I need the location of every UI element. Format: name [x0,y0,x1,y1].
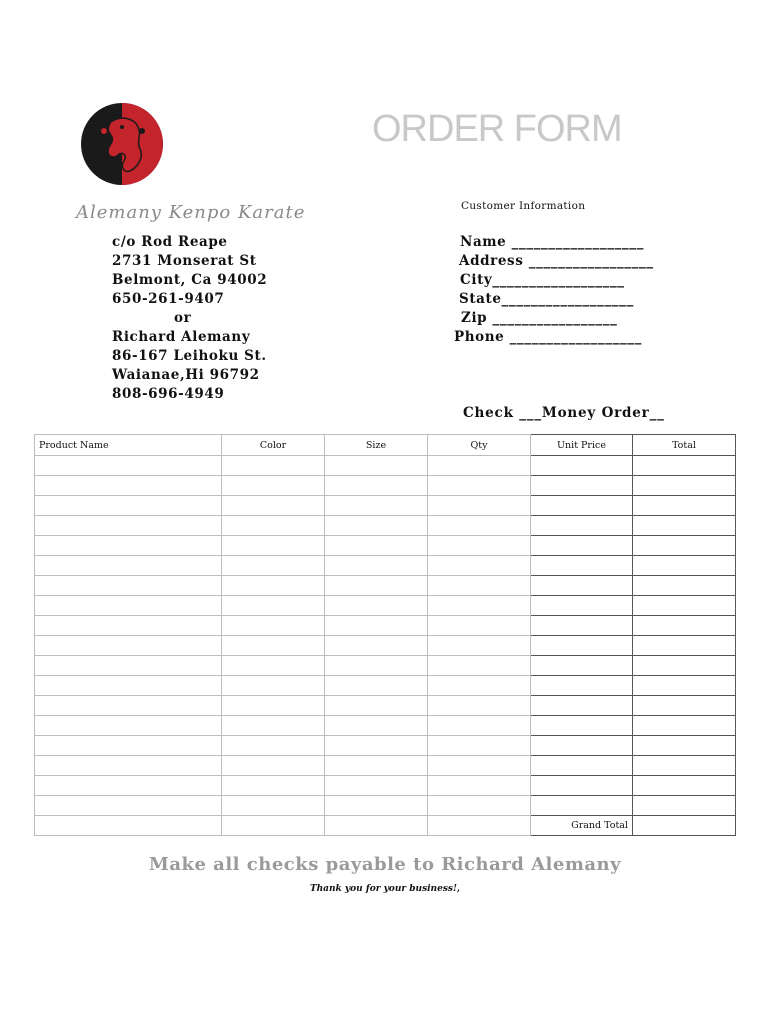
order-cell[interactable] [428,476,531,496]
order-cell[interactable] [325,676,428,696]
table-row [35,776,736,796]
state-field[interactable]: State__________________ [459,291,634,307]
address-or: or [174,310,192,326]
order-cell[interactable] [428,636,531,656]
zip-field[interactable]: Zip _________________ [461,310,618,326]
grand-total-label: Grand Total [531,816,633,836]
col-product-name: Product Name [35,435,222,456]
order-cell[interactable] [222,576,325,596]
table-row [35,756,736,776]
order-cell[interactable] [633,536,736,556]
order-cell[interactable] [531,776,633,796]
order-cell[interactable] [428,676,531,696]
order-cell[interactable] [633,516,736,536]
address-field[interactable]: Address _________________ [459,253,654,269]
order-cell[interactable] [428,756,531,776]
order-cell[interactable] [325,636,428,656]
table-row [35,596,736,616]
order-cell[interactable] [633,796,736,816]
table-row [35,476,736,496]
address-line: 86-167 Leihoku St. [112,348,267,364]
order-cell[interactable] [35,656,222,676]
order-cell[interactable] [325,556,428,576]
table-row [35,636,736,656]
table-row [35,676,736,696]
col-total: Total [633,435,736,456]
order-cell[interactable] [325,576,428,596]
order-cell[interactable] [633,616,736,636]
order-cell[interactable] [222,816,325,836]
col-qty: Qty [428,435,531,456]
table-row [35,696,736,716]
city-field[interactable]: City__________________ [460,272,625,288]
order-cell[interactable] [428,656,531,676]
table-row [35,496,736,516]
order-cell[interactable] [35,496,222,516]
payment-method-line[interactable]: Check ___Money Order__ [463,405,665,421]
order-cell[interactable] [222,496,325,516]
order-cell[interactable] [222,676,325,696]
order-cell[interactable] [428,736,531,756]
order-cell[interactable] [325,716,428,736]
order-cell[interactable] [35,596,222,616]
table-header-row [35,435,736,456]
order-cell[interactable] [35,776,222,796]
order-table [34,434,736,836]
order-cell[interactable] [428,816,531,836]
address-line: Richard Alemany [112,329,251,345]
order-cell[interactable] [428,556,531,576]
order-cell[interactable] [531,476,633,496]
table-row [35,736,736,756]
order-cell[interactable] [428,776,531,796]
order-cell[interactable] [633,596,736,616]
phone-field[interactable]: Phone __________________ [454,329,642,345]
table-row [35,516,736,536]
order-cell[interactable] [428,536,531,556]
order-cell[interactable] [35,616,222,636]
dragon-logo [80,101,164,187]
form-title: ORDER FORM [372,108,622,150]
address-line: Waianae,Hi 96792 [112,367,260,383]
order-cell[interactable] [531,536,633,556]
order-cell[interactable] [633,656,736,676]
order-cell[interactable] [428,616,531,636]
thank-you-note: Thank you for your business!, [309,884,461,894]
order-cell[interactable] [633,496,736,516]
grand-total-value[interactable] [633,816,736,836]
order-cell[interactable] [531,456,633,476]
table-row [35,576,736,596]
order-cell[interactable] [222,516,325,536]
order-cell[interactable] [428,516,531,536]
order-cell[interactable] [35,576,222,596]
order-cell[interactable] [222,656,325,676]
order-cell[interactable] [222,776,325,796]
order-cell[interactable] [325,476,428,496]
order-cell[interactable] [325,516,428,536]
order-cell[interactable] [35,536,222,556]
order-cell[interactable] [35,696,222,716]
order-cell[interactable] [531,696,633,716]
order-cell[interactable] [633,636,736,656]
order-cell[interactable] [633,556,736,576]
order-cell[interactable] [633,736,736,756]
order-cell[interactable] [35,796,222,816]
order-cell[interactable] [325,656,428,676]
col-size: Size [325,435,428,456]
order-cell[interactable] [531,796,633,816]
col-unit-price: Unit Price [531,435,633,456]
order-cell[interactable] [325,496,428,516]
order-cell[interactable] [531,676,633,696]
order-cell[interactable] [325,456,428,476]
order-cell[interactable] [325,596,428,616]
col-color: Color [222,435,325,456]
order-cell[interactable] [35,736,222,756]
order-cell[interactable] [428,796,531,816]
order-cell[interactable] [531,576,633,596]
order-cell[interactable] [222,716,325,736]
company-address [112,233,267,404]
order-cell[interactable] [633,776,736,796]
payable-notice: Make all checks payable to Richard Alemany [148,854,622,875]
order-rows [35,456,736,836]
table-row [35,656,736,676]
order-cell[interactable] [222,456,325,476]
order-cell[interactable] [222,736,325,756]
order-cell[interactable] [222,636,325,656]
order-cell[interactable] [325,736,428,756]
order-cell[interactable] [531,656,633,676]
order-cell[interactable] [633,756,736,776]
order-cell[interactable] [325,776,428,796]
order-cell[interactable] [222,616,325,636]
table-row [35,536,736,556]
order-cell[interactable] [531,636,633,656]
order-cell[interactable] [222,696,325,716]
order-cell[interactable] [428,456,531,476]
order-cell[interactable] [35,476,222,496]
order-cell[interactable] [222,556,325,576]
order-cell[interactable] [633,456,736,476]
order-cell[interactable] [35,516,222,536]
order-cell[interactable] [325,696,428,716]
order-cell[interactable] [531,736,633,756]
table-row [35,716,736,736]
order-cell[interactable] [428,716,531,736]
address-line: 2731 Monserat St [112,253,257,269]
order-cell[interactable] [531,756,633,776]
order-cell[interactable] [325,816,428,836]
order-cell[interactable] [35,676,222,696]
order-cell[interactable] [633,676,736,696]
order-cell[interactable] [222,596,325,616]
table-row [35,616,736,636]
order-cell[interactable] [428,596,531,616]
order-cell[interactable] [531,496,633,516]
order-cell[interactable] [222,476,325,496]
order-cell[interactable] [531,516,633,536]
order-cell[interactable] [325,536,428,556]
order-cell[interactable] [35,716,222,736]
table-row [35,556,736,576]
order-cell[interactable] [222,536,325,556]
order-cell[interactable] [428,496,531,516]
order-cell[interactable] [35,636,222,656]
order-cell[interactable] [633,576,736,596]
order-cell[interactable] [633,716,736,736]
company-name: Alemany Kenpo Karate [76,202,306,223]
table-row [35,456,736,476]
order-cell[interactable] [633,476,736,496]
order-cell[interactable] [35,756,222,776]
order-cell[interactable] [531,596,633,616]
name-field[interactable]: Name __________________ [460,234,644,250]
customer-info-heading: Customer Information [461,200,586,212]
address-line: 808-696-4949 [112,386,225,402]
grand-total-row [35,816,736,836]
order-cell[interactable] [35,816,222,836]
order-cell[interactable] [428,576,531,596]
order-cell[interactable] [35,456,222,476]
order-cell[interactable] [325,796,428,816]
table-row [35,796,736,816]
address-line: c/o Rod Reape [112,234,228,250]
address-line: Belmont, Ca 94002 [112,272,268,288]
order-cell[interactable] [35,556,222,576]
order-cell[interactable] [325,756,428,776]
address-line: 650-261-9407 [112,291,225,307]
order-cell[interactable] [531,716,633,736]
order-cell[interactable] [531,616,633,636]
customer-fields [454,233,654,347]
order-cell[interactable] [222,756,325,776]
order-cell[interactable] [325,616,428,636]
order-cell[interactable] [531,556,633,576]
order-cell[interactable] [222,796,325,816]
order-cell[interactable] [633,696,736,716]
order-cell[interactable] [428,696,531,716]
